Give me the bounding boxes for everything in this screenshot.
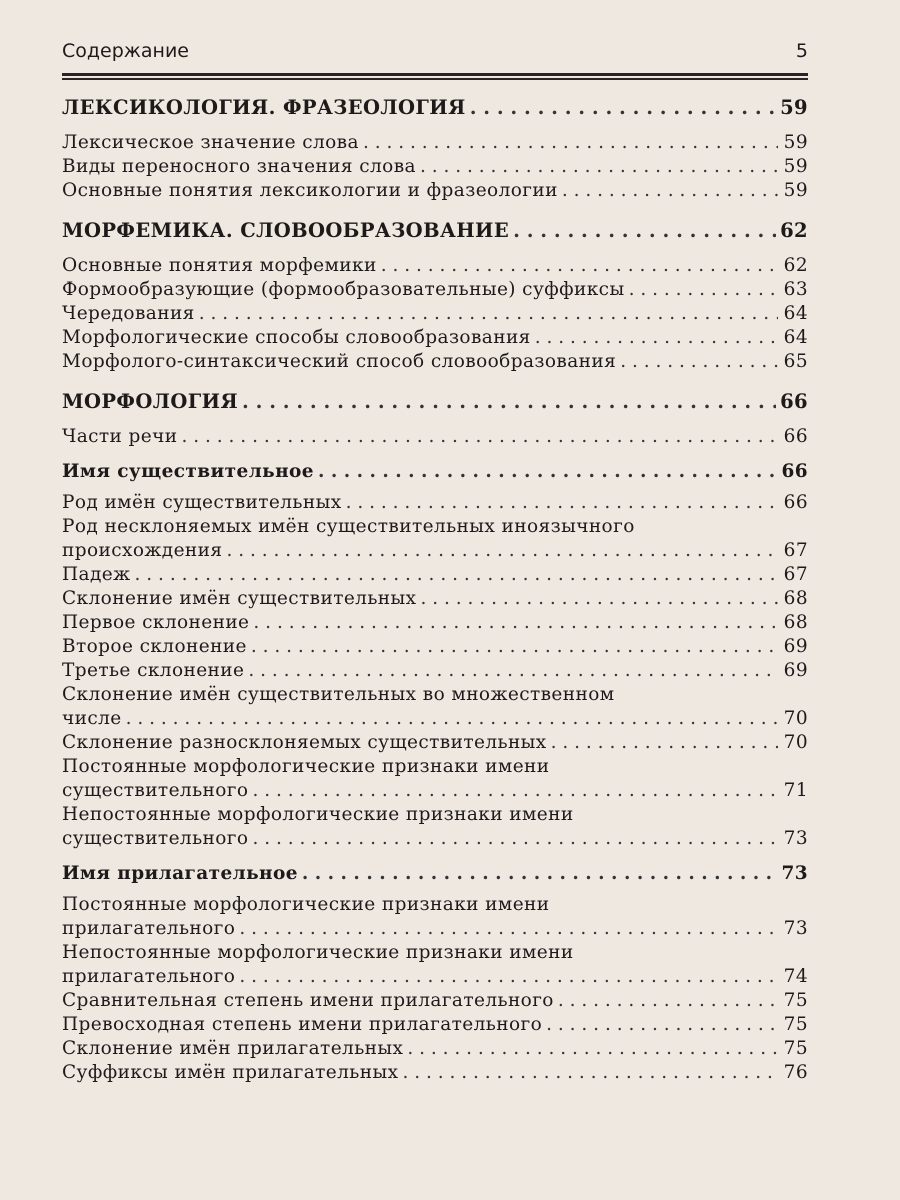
entry-title: Непостоянные морфологические признаки имени — [62, 942, 574, 963]
dot-leader — [546, 1013, 778, 1037]
toc-entry[interactable] — [62, 587, 808, 611]
entry-title: Третье склонение — [62, 660, 245, 681]
entry-page-number: 66 — [783, 492, 808, 513]
toc-entry[interactable] — [62, 326, 808, 350]
toc-entry[interactable] — [62, 731, 808, 755]
entry-page-number: 73 — [783, 918, 808, 939]
dot-leader — [199, 302, 778, 326]
toc-entry[interactable] — [62, 350, 808, 374]
entry-title: Второе склонение — [62, 636, 247, 657]
entry-page-number: 70 — [783, 708, 808, 729]
entry-title: Формообразующие (формообразовательные) суффиксы — [62, 279, 625, 300]
toc-entry[interactable] — [62, 779, 808, 803]
dot-leader — [381, 254, 778, 278]
entry-title: Сравнительная степень имени прилагательного — [62, 990, 554, 1011]
entry-title: Род имён существительных — [62, 492, 342, 513]
entry-title: Виды переносного значения слова — [62, 156, 416, 177]
toc-entry[interactable] — [62, 539, 808, 563]
toc-entry[interactable] — [62, 563, 808, 587]
entry-page-number: 59 — [780, 96, 808, 119]
entry-page-number: 64 — [783, 327, 808, 348]
entry-title: Постоянные морфологические признаки имени — [62, 756, 550, 777]
dot-leader — [182, 425, 779, 449]
dot-leader — [248, 659, 778, 683]
toc-entry[interactable] — [62, 707, 808, 731]
toc-entry[interactable] — [62, 635, 808, 659]
entry-page-number: 66 — [783, 426, 808, 447]
toc-section — [62, 390, 808, 1085]
entry-title: происхождения — [62, 540, 223, 561]
entry-title: Основные понятия морфемики — [62, 255, 377, 276]
dot-leader — [402, 1061, 778, 1085]
entry-title: МОРФЕМИКА. СЛОВООБРАЗОВАНИЕ — [62, 219, 510, 242]
toc-entry[interactable] — [62, 254, 808, 278]
toc-entry[interactable] — [62, 827, 808, 851]
section-heading[interactable] — [62, 96, 808, 120]
dot-leader — [551, 731, 778, 755]
dot-leader — [126, 707, 778, 731]
dot-leader — [535, 326, 778, 350]
dot-leader — [421, 587, 779, 611]
section-heading[interactable] — [62, 390, 808, 414]
dot-leader — [620, 350, 778, 374]
entry-page-number: 68 — [783, 588, 808, 609]
entry-title: Чередования — [62, 303, 195, 324]
entry-title: Склонение имён прилагательных — [62, 1038, 404, 1059]
entry-page-number: 67 — [783, 540, 808, 561]
dot-leader — [558, 989, 778, 1013]
dot-leader — [239, 917, 778, 941]
section-heading[interactable] — [62, 219, 808, 243]
entry-page-number: 70 — [783, 732, 808, 753]
dot-leader — [251, 635, 778, 659]
toc-section — [62, 96, 808, 203]
dot-leader — [629, 278, 778, 302]
toc-entry[interactable] — [62, 302, 808, 326]
dot-leader — [252, 827, 778, 851]
entry-page-number: 75 — [783, 1014, 808, 1035]
entry-page-number: 63 — [783, 279, 808, 300]
toc-entry-line — [62, 515, 808, 539]
toc-entry[interactable] — [62, 491, 808, 515]
toc-entry[interactable] — [62, 131, 808, 155]
entry-page-number: 66 — [780, 390, 808, 413]
entry-page-number: 69 — [783, 636, 808, 657]
dot-leader — [470, 96, 776, 120]
entry-title: Имя прилагательное — [62, 863, 298, 884]
entry-page-number: 59 — [783, 132, 808, 153]
entry-title: числе — [62, 708, 122, 729]
dot-leader — [135, 563, 778, 587]
dot-leader — [407, 1037, 778, 1061]
entry-page-number: 64 — [783, 303, 808, 324]
toc-section — [62, 219, 808, 374]
toc-entry[interactable] — [62, 179, 808, 203]
entry-title: Первое склонение — [62, 612, 250, 633]
entry-page-number: 66 — [781, 461, 808, 482]
toc-entry-line — [62, 755, 808, 779]
entry-title: ЛЕКСИКОЛОГИЯ. ФРАЗЕОЛОГИЯ — [62, 96, 466, 119]
entry-title: Превосходная степень имени прилагательного — [62, 1014, 543, 1035]
entry-title: прилагательного — [62, 918, 236, 939]
entry-page-number: 71 — [783, 780, 808, 801]
entry-page-number: 74 — [783, 966, 808, 987]
dot-leader — [242, 390, 776, 414]
entry-page-number: 73 — [781, 863, 808, 884]
header-rule — [62, 73, 808, 76]
entry-title: Основные понятия лексикологии и фразеологии — [62, 180, 558, 201]
toc-entry[interactable] — [62, 989, 808, 1013]
entry-title: существительного — [62, 780, 249, 801]
header-rule — [62, 78, 808, 80]
entry-title: Имя существительное — [62, 461, 314, 482]
dot-leader — [252, 779, 778, 803]
entry-page-number: 73 — [783, 828, 808, 849]
dot-leader — [226, 539, 778, 563]
entry-page-number: 68 — [783, 612, 808, 633]
entry-page-number: 75 — [783, 1038, 808, 1059]
toc-entry-line — [62, 803, 808, 827]
dot-leader — [363, 131, 778, 155]
entry-title: Суффиксы имён прилагательных — [62, 1062, 399, 1083]
toc-entry[interactable] — [62, 155, 808, 179]
dot-leader — [253, 611, 778, 635]
table-of-contents — [62, 84, 808, 1101]
entry-page-number: 59 — [783, 180, 808, 201]
entry-title: Склонение имён существительных во множественном — [62, 684, 615, 705]
entry-title: Падеж — [62, 564, 131, 585]
entry-page-number: 75 — [783, 990, 808, 1011]
entry-page-number: 65 — [783, 351, 808, 372]
entry-title: прилагательного — [62, 966, 236, 987]
entry-title: Части речи — [62, 426, 178, 447]
entry-title: Морфолого-синтаксический способ словообразования — [62, 351, 617, 372]
toc-entry[interactable] — [62, 425, 808, 449]
entry-page-number: 62 — [780, 219, 808, 242]
toc-entry[interactable] — [62, 1013, 808, 1037]
dot-leader — [318, 460, 778, 484]
toc-entry-line — [62, 893, 808, 917]
entry-title: существительного — [62, 828, 249, 849]
dot-leader — [302, 862, 778, 886]
header-title: Содержание — [62, 40, 189, 62]
header-page-number: 5 — [795, 40, 808, 62]
entry-title: Постоянные морфологические признаки имени — [62, 894, 550, 915]
entry-page-number: 69 — [783, 660, 808, 681]
entry-title: Непостоянные морфологические признаки имени — [62, 804, 574, 825]
entry-title: МОРФОЛОГИЯ — [62, 390, 239, 413]
entry-title: Склонение имён существительных — [62, 588, 417, 609]
subsection-heading[interactable] — [62, 460, 808, 484]
dot-leader — [239, 965, 778, 989]
entry-page-number: 59 — [783, 156, 808, 177]
toc-entry-line — [62, 941, 808, 965]
toc-entry[interactable] — [62, 965, 808, 989]
entry-title: Склонение разносклоняемых существительных — [62, 732, 547, 753]
entry-title: Лексическое значение слова — [62, 132, 359, 153]
subsection-heading[interactable] — [62, 862, 808, 886]
entry-title: Род несклоняемых имён существительных иноязычного — [62, 516, 635, 537]
dot-leader — [420, 155, 778, 179]
dot-leader — [513, 219, 776, 243]
toc-entry[interactable] — [62, 917, 808, 941]
entry-title: Морфологические способы словообразования — [62, 327, 531, 348]
toc-entry[interactable] — [62, 659, 808, 683]
toc-entry[interactable] — [62, 1037, 808, 1061]
entry-page-number: 62 — [783, 255, 808, 276]
entry-page-number: 67 — [783, 564, 808, 585]
toc-entry[interactable] — [62, 1061, 808, 1085]
toc-entry[interactable] — [62, 611, 808, 635]
running-header — [62, 40, 808, 68]
toc-entry[interactable] — [62, 278, 808, 302]
dot-leader — [346, 491, 778, 515]
entry-page-number: 76 — [783, 1062, 808, 1083]
dot-leader — [562, 179, 778, 203]
toc-entry-line — [62, 683, 808, 707]
